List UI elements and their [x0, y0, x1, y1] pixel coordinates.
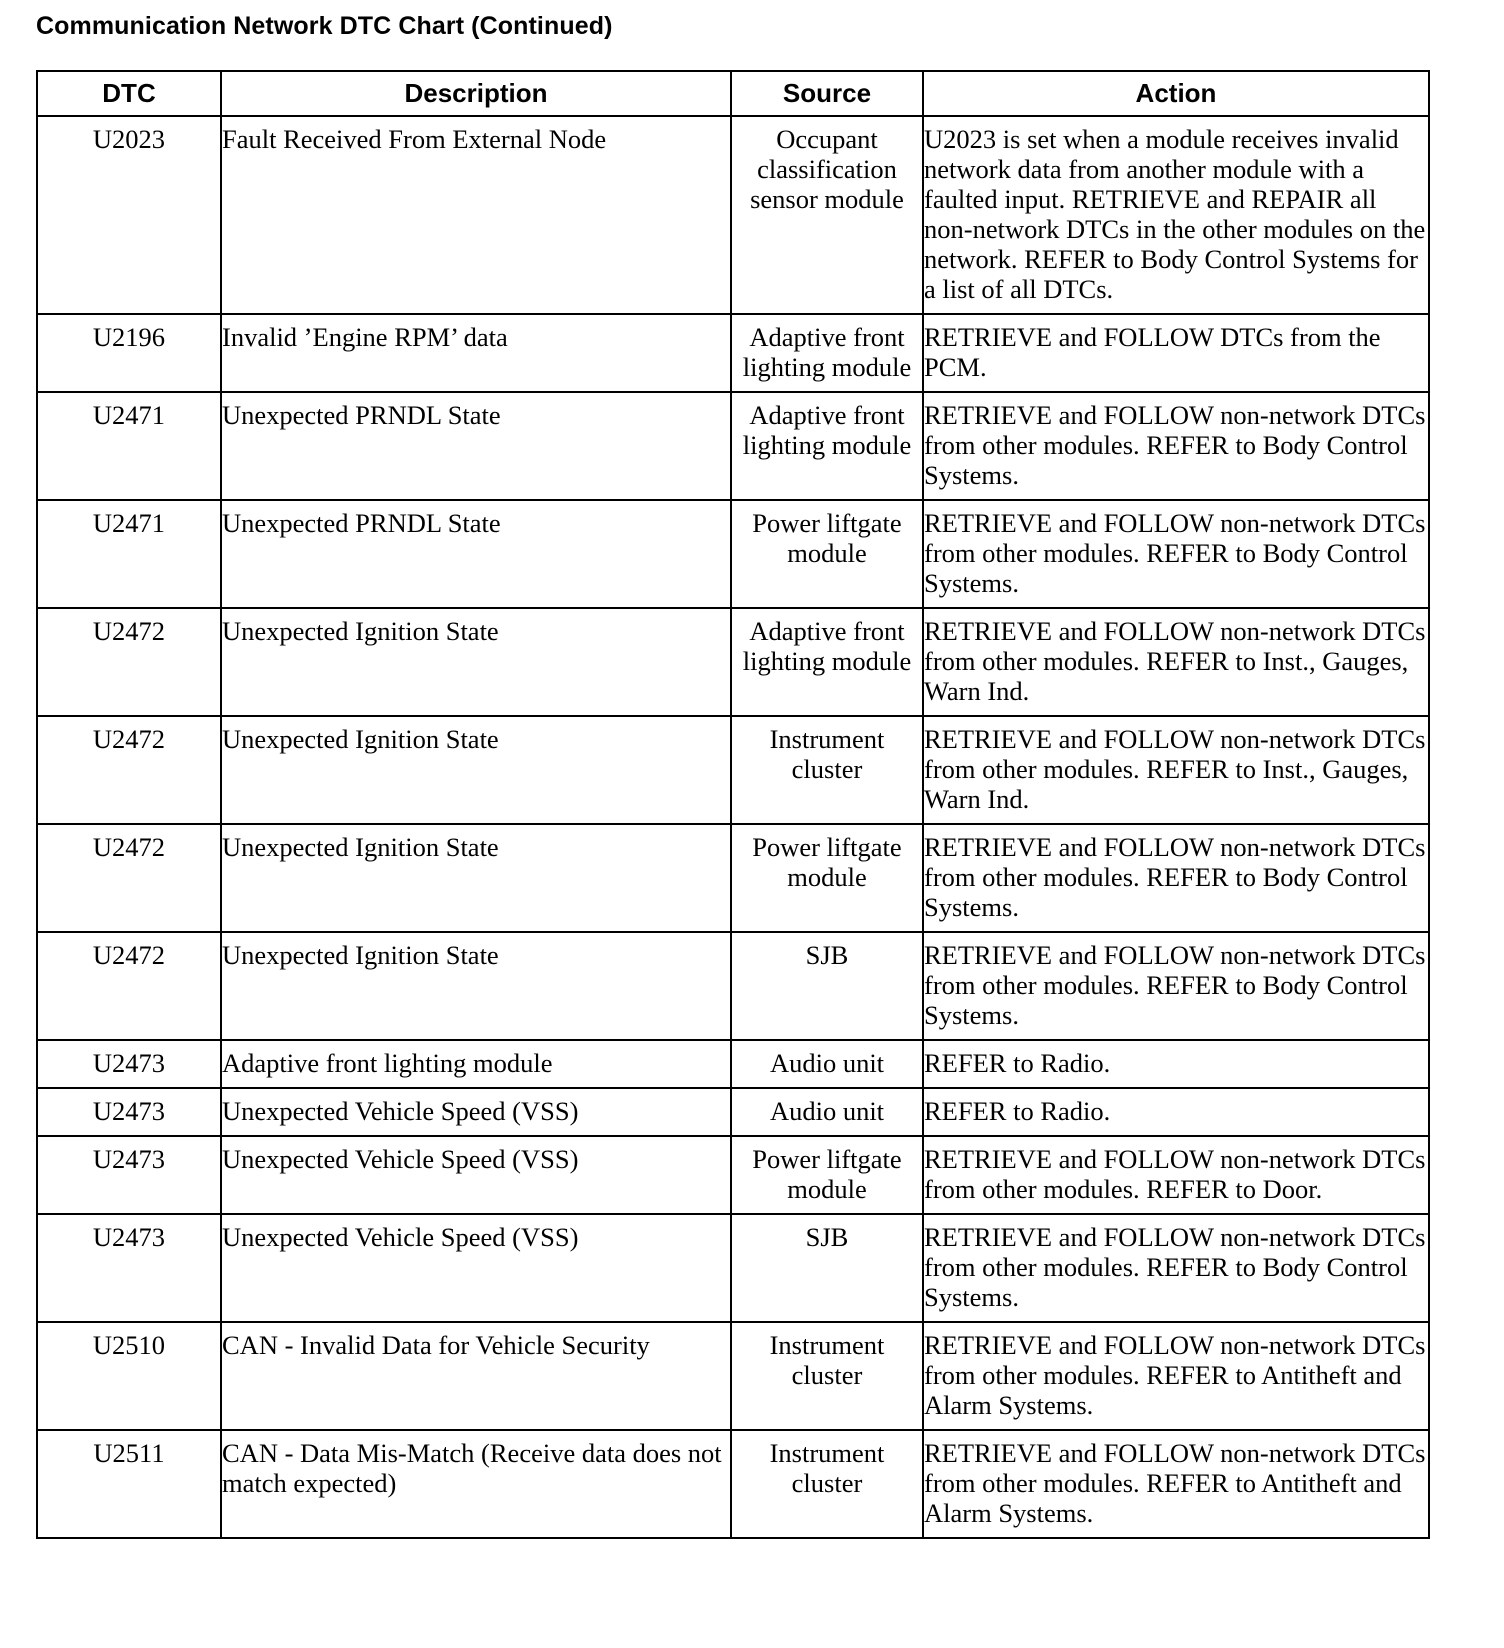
action-cell: RETRIEVE and FOLLOW non-network DTCs from other modules. REFER to Inst., Gauges, Warn Ind.	[923, 608, 1429, 716]
dtc-cell: U2472	[37, 716, 221, 824]
column-header-action: Action	[923, 71, 1429, 116]
table-row	[37, 500, 1429, 608]
table-row	[37, 1430, 1429, 1538]
column-header-description: Description	[221, 71, 731, 116]
dtc-cell: U2472	[37, 608, 221, 716]
source-cell: Power liftgate module	[731, 500, 923, 608]
table-row	[37, 1088, 1429, 1136]
description-cell: Invalid ’Engine RPM’ data	[221, 314, 731, 392]
column-header-source: Source	[731, 71, 923, 116]
dtc-cell: U2196	[37, 314, 221, 392]
dtc-cell: U2473	[37, 1214, 221, 1322]
source-cell: Audio unit	[731, 1040, 923, 1088]
action-cell: RETRIEVE and FOLLOW non-network DTCs from other modules. REFER to Body Control Systems.	[923, 392, 1429, 500]
description-cell: Fault Received From External Node	[221, 116, 731, 314]
table-row	[37, 392, 1429, 500]
description-cell: Unexpected Ignition State	[221, 932, 731, 1040]
source-cell: SJB	[731, 932, 923, 1040]
action-cell: REFER to Radio.	[923, 1040, 1429, 1088]
table-row	[37, 116, 1429, 314]
description-cell: Adaptive front lighting module	[221, 1040, 731, 1088]
description-cell: Unexpected PRNDL State	[221, 392, 731, 500]
dtc-cell: U2473	[37, 1040, 221, 1088]
table-header	[37, 71, 1429, 116]
action-cell: RETRIEVE and FOLLOW non-network DTCs from other modules. REFER to Body Control Systems.	[923, 932, 1429, 1040]
action-cell: RETRIEVE and FOLLOW non-network DTCs from other modules. REFER to Door.	[923, 1136, 1429, 1214]
source-cell: Occupant classification sensor module	[731, 116, 923, 314]
description-cell: Unexpected Ignition State	[221, 608, 731, 716]
action-cell: RETRIEVE and FOLLOW non-network DTCs from other modules. REFER to Inst., Gauges, Warn Ind.	[923, 716, 1429, 824]
action-cell: U2023 is set when a module receives invalid network data from another module with a faulted input. RETRIEVE and REPAIR all non-network DTCs in the other modules on the network. REFER to Body Control Systems for a list of all DTCs.	[923, 116, 1429, 314]
dtc-cell: U2471	[37, 500, 221, 608]
dtc-cell: U2472	[37, 824, 221, 932]
description-cell: CAN - Invalid Data for Vehicle Security	[221, 1322, 731, 1430]
description-cell: Unexpected Vehicle Speed (VSS)	[221, 1214, 731, 1322]
table-row	[37, 932, 1429, 1040]
table-body	[37, 116, 1429, 1538]
table-row	[37, 824, 1429, 932]
column-header-dtc: DTC	[37, 71, 221, 116]
action-cell: RETRIEVE and FOLLOW non-network DTCs from other modules. REFER to Antitheft and Alarm Systems.	[923, 1430, 1429, 1538]
source-cell: SJB	[731, 1214, 923, 1322]
header-row	[37, 71, 1429, 116]
action-cell: RETRIEVE and FOLLOW non-network DTCs from other modules. REFER to Body Control Systems.	[923, 824, 1429, 932]
dtc-cell: U2473	[37, 1136, 221, 1214]
source-cell: Instrument cluster	[731, 716, 923, 824]
table-row	[37, 1136, 1429, 1214]
table-row	[37, 1322, 1429, 1430]
table-row	[37, 314, 1429, 392]
source-cell: Adaptive front lighting module	[731, 314, 923, 392]
dtc-cell: U2023	[37, 116, 221, 314]
source-cell: Instrument cluster	[731, 1430, 923, 1538]
page-title: Communication Network DTC Chart (Continued)	[36, 12, 613, 40]
table-row	[37, 608, 1429, 716]
action-cell: RETRIEVE and FOLLOW DTCs from the PCM.	[923, 314, 1429, 392]
table-row	[37, 1214, 1429, 1322]
dtc-chart-table	[36, 70, 1430, 1539]
description-cell: Unexpected PRNDL State	[221, 500, 731, 608]
description-cell: Unexpected Vehicle Speed (VSS)	[221, 1136, 731, 1214]
source-cell: Power liftgate module	[731, 1136, 923, 1214]
source-cell: Adaptive front lighting module	[731, 608, 923, 716]
dtc-cell: U2473	[37, 1088, 221, 1136]
table-row	[37, 1040, 1429, 1088]
action-cell: RETRIEVE and FOLLOW non-network DTCs from other modules. REFER to Body Control Systems.	[923, 500, 1429, 608]
source-cell: Audio unit	[731, 1088, 923, 1136]
dtc-cell: U2511	[37, 1430, 221, 1538]
source-cell: Adaptive front lighting module	[731, 392, 923, 500]
dtc-cell: U2472	[37, 932, 221, 1040]
source-cell: Power liftgate module	[731, 824, 923, 932]
action-cell: REFER to Radio.	[923, 1088, 1429, 1136]
dtc-cell: U2471	[37, 392, 221, 500]
description-cell: Unexpected Ignition State	[221, 824, 731, 932]
dtc-cell: U2510	[37, 1322, 221, 1430]
description-cell: CAN - Data Mis-Match (Receive data does not match expected)	[221, 1430, 731, 1538]
description-cell: Unexpected Vehicle Speed (VSS)	[221, 1088, 731, 1136]
action-cell: RETRIEVE and FOLLOW non-network DTCs from other modules. REFER to Antitheft and Alarm Systems.	[923, 1322, 1429, 1430]
table-row	[37, 716, 1429, 824]
action-cell: RETRIEVE and FOLLOW non-network DTCs from other modules. REFER to Body Control Systems.	[923, 1214, 1429, 1322]
source-cell: Instrument cluster	[731, 1322, 923, 1430]
description-cell: Unexpected Ignition State	[221, 716, 731, 824]
